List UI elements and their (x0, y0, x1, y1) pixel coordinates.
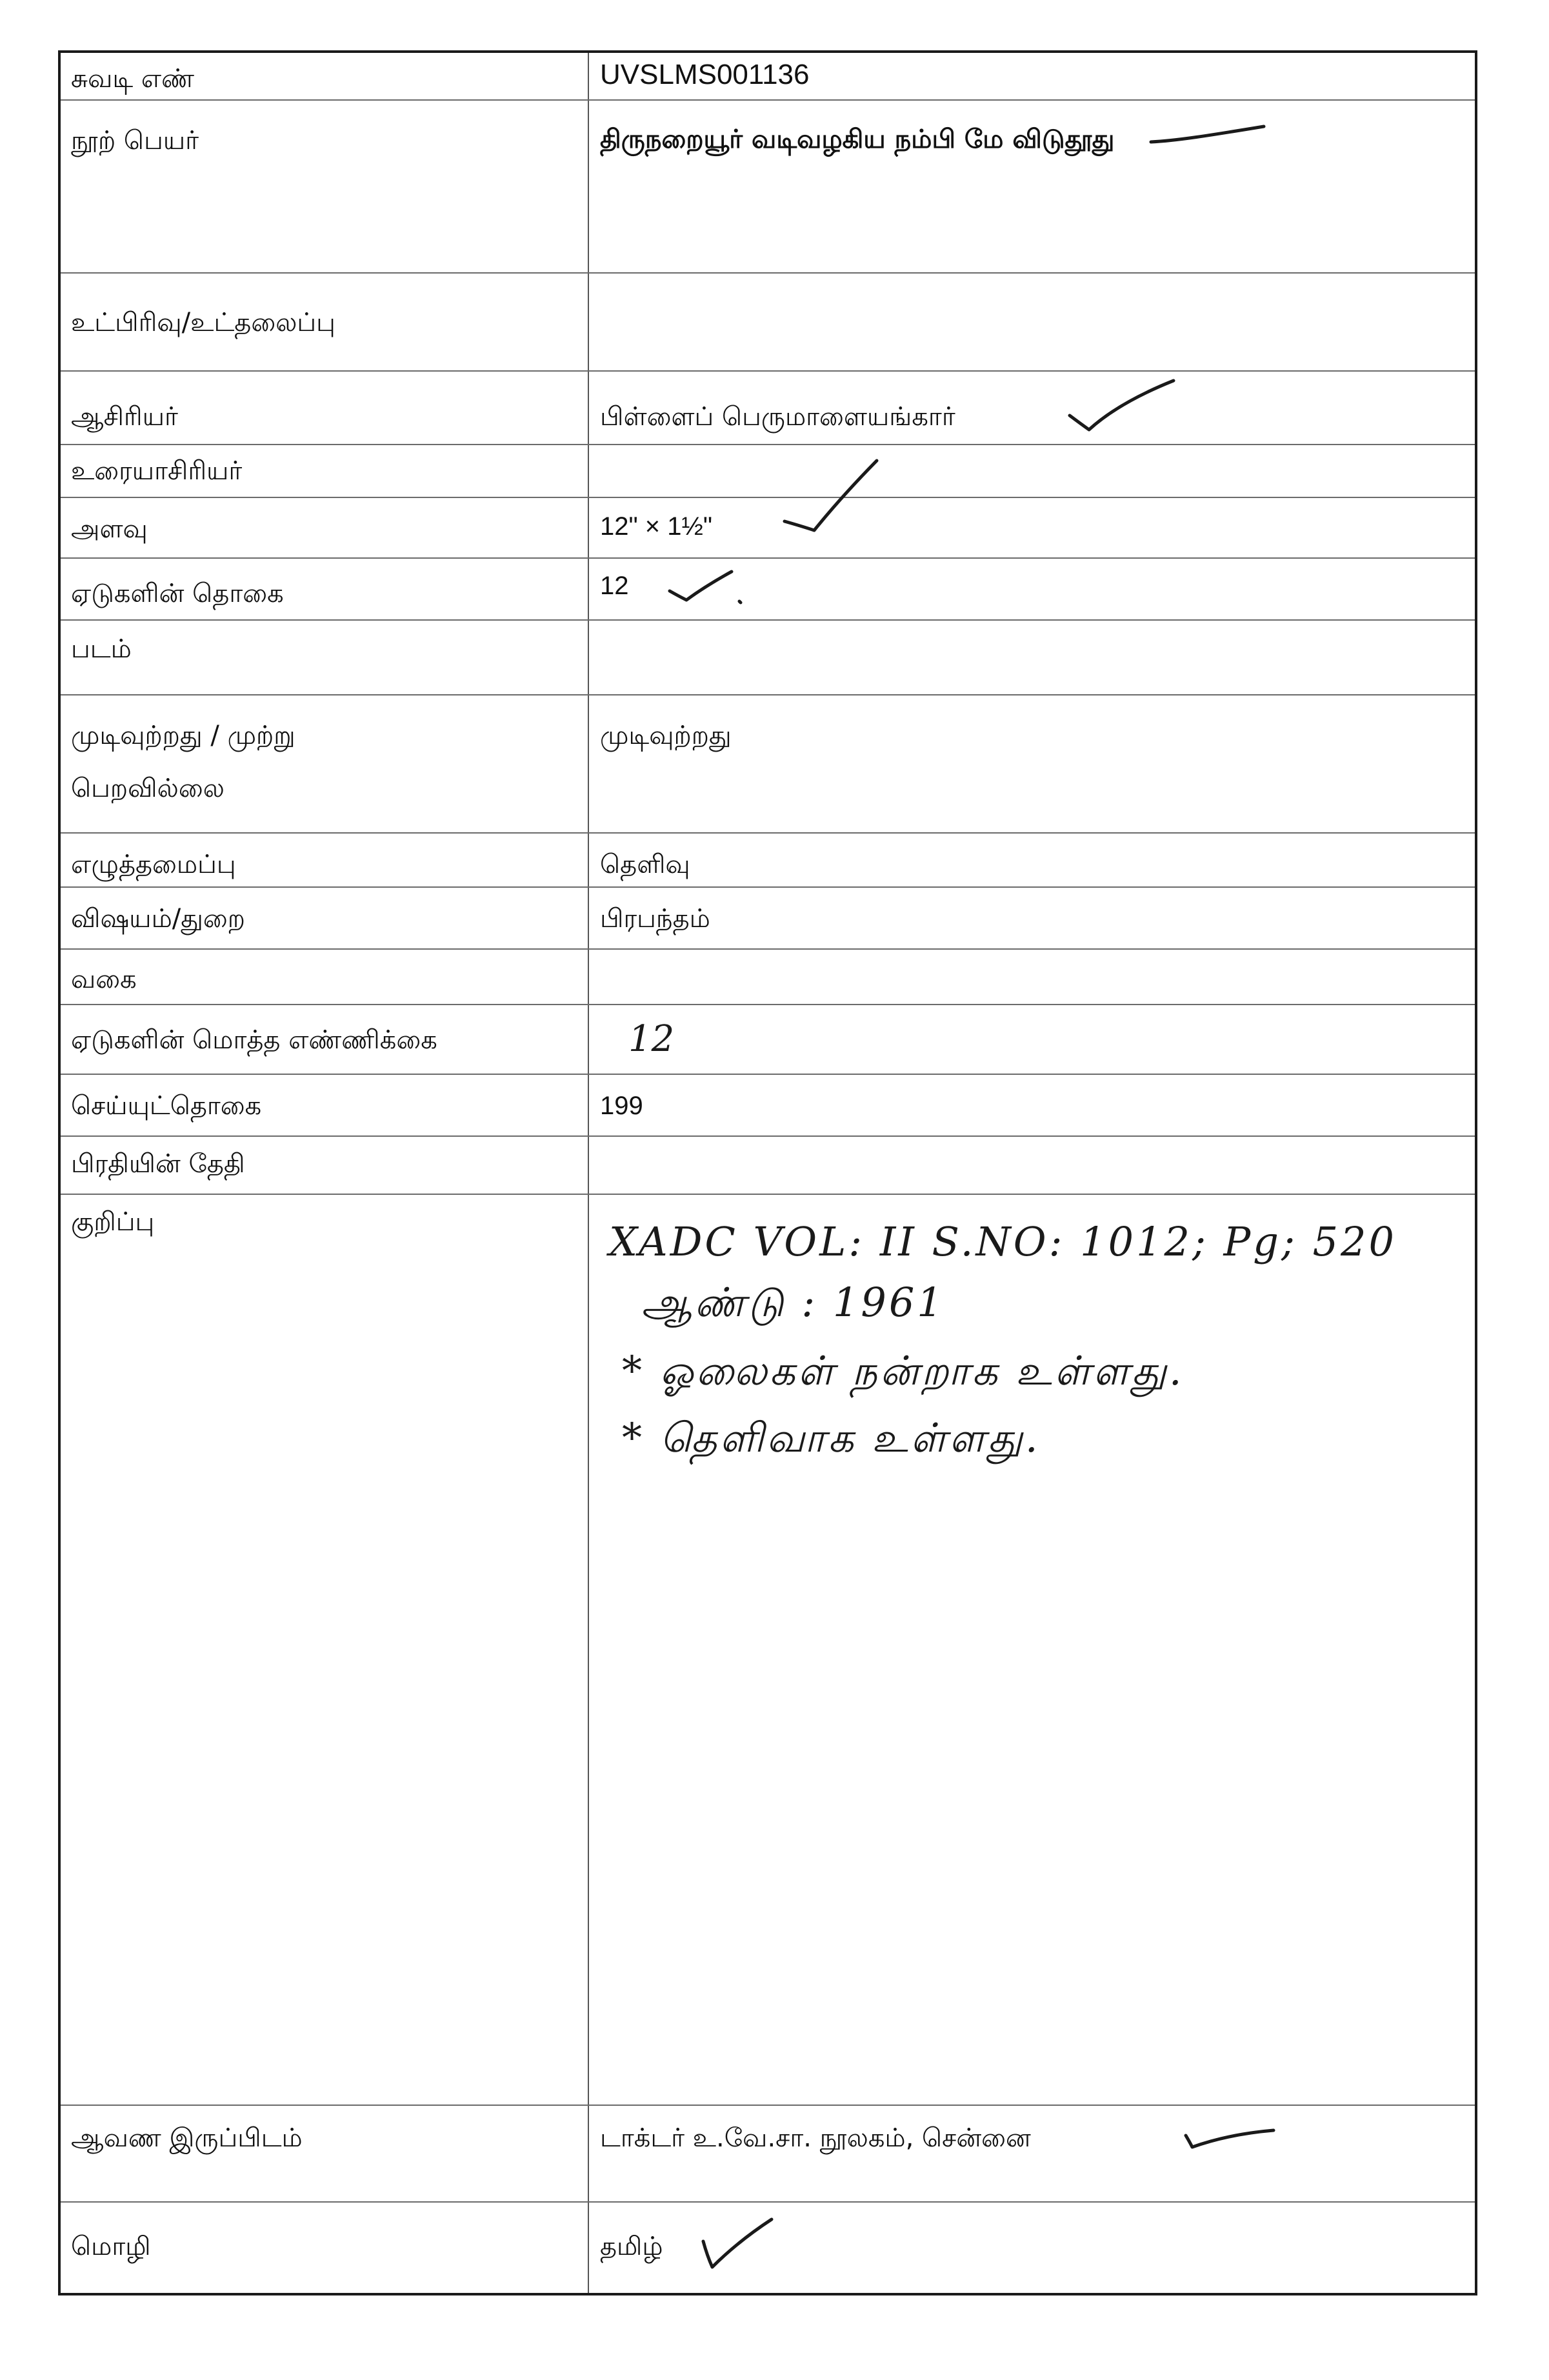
row-completeness (61, 695, 1475, 834)
row-commentator (61, 445, 1475, 498)
column-divider (588, 101, 589, 272)
field-label-subject: விஷயம்/துறை (71, 904, 245, 934)
field-value-title: திருநறையூர் வடிவழகிய நம்பி மே விடுதூது (600, 125, 1115, 154)
row-size (61, 498, 1475, 559)
column-divider (588, 372, 589, 444)
column-divider (588, 695, 589, 832)
column-divider (588, 1005, 589, 1074)
row-category (61, 950, 1475, 1005)
column-divider (588, 2203, 589, 2293)
note-line-3: * ஓலைகள் நன்றாக உள்ளது. (622, 1347, 1184, 1394)
field-label-completeness-line2: பெறவில்லை (71, 774, 225, 803)
column-divider (588, 559, 589, 619)
column-divider (588, 888, 589, 948)
field-label-author: ஆசிரியர் (71, 402, 178, 432)
field-label-total-leaves: ஏடுகளின் மொத்த எண்ணிக்கை (71, 1025, 437, 1055)
field-value-script-quality: தெளிவு (600, 850, 690, 879)
column-divider (588, 445, 589, 497)
field-label-language: மொழி (71, 2232, 151, 2261)
field-label-illustration: படம் (71, 634, 132, 664)
row-subject (61, 888, 1475, 950)
field-value-palm-leaf-id: UVSLMS001136 (600, 59, 810, 90)
column-divider (588, 621, 589, 694)
row-script-quality (61, 834, 1475, 888)
row-repository (61, 2106, 1475, 2203)
catalog-record-sheet (58, 50, 1477, 2295)
column-divider (588, 834, 589, 886)
row-notes (61, 1195, 1475, 2106)
field-value-verse-count: 199 (600, 1092, 643, 1120)
field-label-notes: குறிப்பு (71, 1207, 155, 1237)
field-label-leaf-count: ஏடுகளின் தொகை (71, 579, 284, 608)
tick-mark-icon (699, 2215, 777, 2274)
row-total-leaves (61, 1005, 1475, 1075)
field-label-script-quality: எழுத்தமைப்பு (71, 850, 236, 879)
row-palm-leaf-id (61, 53, 1475, 101)
tick-mark-icon (1183, 2125, 1280, 2151)
column-divider (588, 53, 589, 99)
column-divider (588, 274, 589, 370)
field-value-repository: டாக்டர் உ.வே.சா. நூலகம், சென்னை (600, 2123, 1031, 2153)
row-illustration (61, 621, 1475, 695)
tick-mark-icon (667, 566, 745, 605)
field-value-subject: பிரபந்தம் (600, 904, 710, 934)
column-divider (588, 1137, 589, 1194)
field-label-completeness-line1: முடிவுற்றது / முற்று (71, 721, 295, 750)
field-label-repository: ஆவண இருப்பிடம் (71, 2123, 303, 2153)
row-author (61, 372, 1475, 445)
row-title (61, 101, 1475, 274)
field-label-verse-count: செய்யுட்தொகை (71, 1091, 262, 1121)
field-label-subdivision: உட்பிரிவு/உட்தலைப்பு (71, 308, 335, 337)
field-value-language: தமிழ் (600, 2232, 663, 2261)
column-divider (588, 2106, 589, 2201)
row-subdivision (61, 274, 1475, 372)
field-label-commentator: உரையாசிரியர் (71, 456, 243, 486)
tick-mark-icon (1151, 124, 1267, 150)
row-language (61, 2203, 1475, 2293)
field-label-size: அளவு (71, 514, 148, 544)
field-label-title: நூற் பெயர் (71, 126, 199, 155)
field-label-palm-leaf-id: சுவடி எண் (71, 64, 195, 94)
tick-mark-icon (1067, 377, 1177, 435)
row-leaf-count (61, 559, 1475, 621)
note-line-4: * தெளிவாக உள்ளது. (622, 1414, 1041, 1461)
field-label-category: வகை (71, 965, 137, 994)
tick-mark-icon (783, 458, 880, 535)
field-value-size: 12" × 1½" (600, 512, 713, 541)
field-label-completeness (71, 719, 295, 805)
column-divider (588, 1075, 589, 1135)
field-value-author: பிள்ளைப் பெருமாளையங்கார் (600, 402, 955, 432)
note-line-2: ஆண்டு : 1961 (641, 1279, 945, 1326)
column-divider (588, 950, 589, 1004)
note-line-1: XADC VOL: II S.NO: 1012; Pg; 520 (609, 1218, 1397, 1265)
field-value-total-leaves: 12 (628, 1018, 675, 1060)
row-copy-date (61, 1137, 1475, 1195)
column-divider (588, 498, 589, 557)
field-label-copy-date: பிரதியின் தேதி (71, 1149, 245, 1179)
row-verse-count (61, 1075, 1475, 1137)
column-divider (588, 1195, 589, 2105)
field-value-leaf-count: 12 (600, 572, 629, 600)
field-value-completeness: முடிவுற்றது (600, 721, 732, 750)
